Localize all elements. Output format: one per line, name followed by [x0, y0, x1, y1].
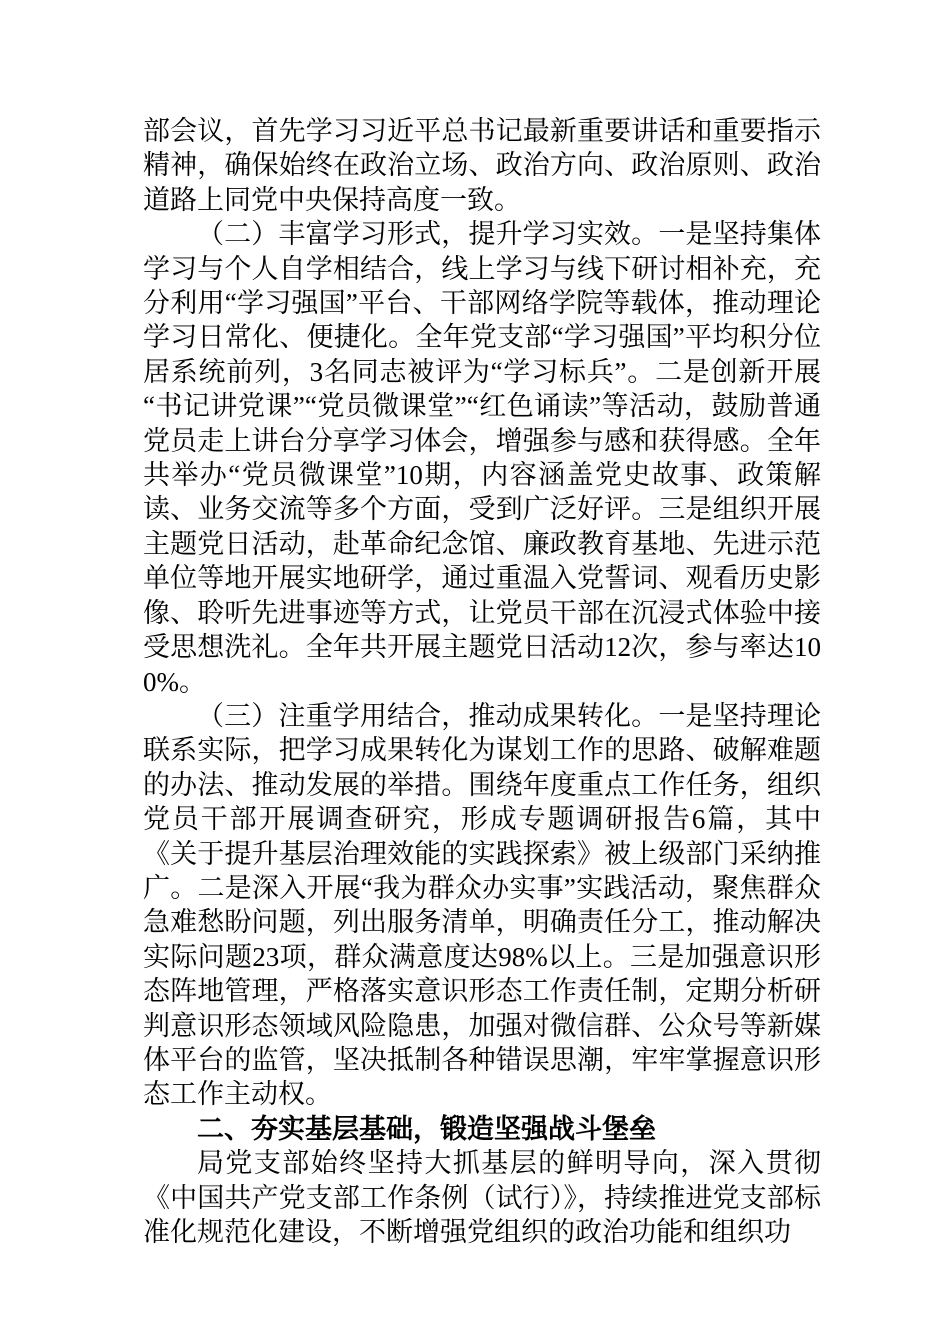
paragraph-section-1-2-learning-forms: （二）丰富学习形式，提升学习实效。一是坚持集体学习与个人自学相结合，线上学习与线下研讨相补充，充分利用“学习强国”平台、干部网络学院等载体，推动理论学习日常化、便捷化。全年党支部“学习强国”平均积分位居系统前列，3名同志被评为“学习标兵”。二是创新开展“书记讲党课”“党员微课堂”“红色诵读”等活动，鼓励普通党员走上讲台分享学习体会，增强参与感和获得感。全年共举办“党员微课堂”10期，内容涵盖党史故事、政策解读、业务交流等多个方面，受到广泛好评。三是组织开展主题党日活动，赴革命纪念馆、廉政教育基地、先进示范单位等地开展实地研学，通过重温入党誓词、观看历史影像、聆听先进事迹等方式，让党员干部在沉浸式体验中接受思想洗礼。全年共开展主题党日活动12次，参与率达100%。 [143, 219, 821, 697]
paragraph-section-2-intro-grassroots: 局党支部始终坚持大抓基层的鲜明导向，深入贯彻《中国共产党支部工作条例（试行）》，持续推进党支部标准化规范化建设，不断增强党组织的政治功能和组织功 [143, 1148, 821, 1247]
document-body [143, 114, 821, 1249]
section-2-heading: 二、夯实基层基础，锻造坚强战斗堡垒 [197, 1113, 656, 1144]
paragraph-continuation-political-study: 部会议，首先学习习近平总书记最新重要讲话和重要指示精神，确保始终在政治立场、政治方向、政治原则、政治道路上同党中央保持高度一致。 [143, 116, 821, 215]
paragraph-section-1-3-learning-application: （三）注重学用结合，推动成果转化。一是坚持理论联系实际，把学习成果转化为谋划工作的思路、破解难题的办法、推动发展的举措。围绕年度重点工作任务，组织党员干部开展调查研究，形成专题调研报告6篇，其中《关于提升基层治理效能的实践探索》被上级部门采纳推广。二是深入开展“我为群众办实事”实践活动，聚焦群众急难愁盼问题，列出服务清单，明确责任分工，推动解决实际问题23项，群众满意度达98%以上。三是加强意识形态阵地管理，严格落实意识形态工作责任制，定期分析研判意识形态领域风险隐患，加强对微信群、公众号等新媒体平台的监管，坚决抵制各种错误思潮，牢牢掌握意识形态工作主动权。 [143, 700, 821, 1110]
